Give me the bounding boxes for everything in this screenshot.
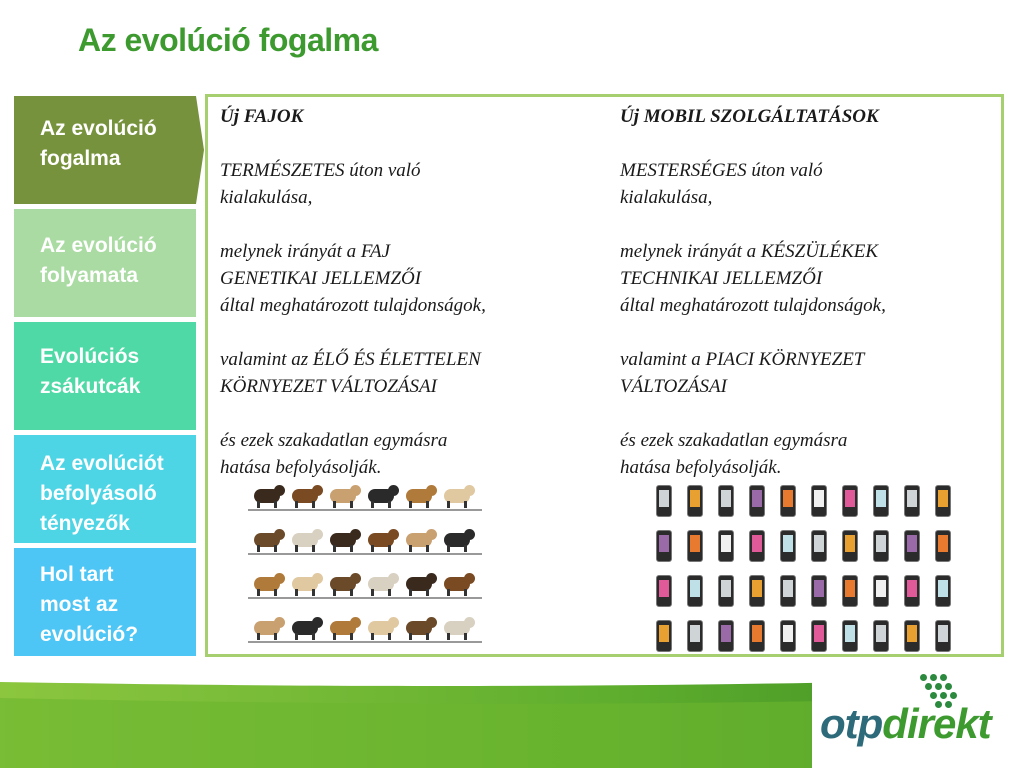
- left-heading: Új FAJOK: [220, 106, 304, 127]
- left-text-line: kialakulása,: [220, 187, 313, 208]
- dog-illustration: [286, 571, 326, 603]
- dog-illustration: [324, 527, 364, 559]
- dog-illustration: [362, 615, 402, 647]
- phone-icon: [811, 485, 827, 517]
- left-text-line: TERMÉSZETES úton való: [220, 160, 421, 181]
- right-text-line: valamint a PIACI KÖRNYEZET: [620, 349, 865, 370]
- left-column: [220, 103, 610, 508]
- otpdirekt-logo: [812, 670, 1024, 768]
- phone-icon: [718, 485, 734, 517]
- phone-icon: [842, 575, 858, 607]
- dog-illustration: [248, 615, 288, 647]
- nav-item-label: befolyásoló: [40, 482, 157, 505]
- phone-icon: [718, 575, 734, 607]
- phone-icon: [811, 620, 827, 652]
- phone-icon: [873, 575, 889, 607]
- nav-item-label: most az: [40, 593, 119, 616]
- phone-icon: [873, 530, 889, 562]
- dog-illustration: [286, 483, 326, 515]
- left-text-line: hatása befolyásolják.: [220, 457, 382, 478]
- dog-illustration: [362, 527, 402, 559]
- phone-icon: [780, 485, 796, 517]
- dog-illustration: [324, 615, 364, 647]
- phone-icon: [811, 575, 827, 607]
- dog-illustration: [400, 527, 440, 559]
- dog-illustration: [362, 483, 402, 515]
- phone-icon: [749, 620, 765, 652]
- right-text-line: kialakulása,: [620, 187, 713, 208]
- phone-icon: [935, 485, 951, 517]
- left-text-line: melynek irányát a FAJ: [220, 241, 391, 262]
- nav-item-label: fogalma: [40, 147, 121, 170]
- right-text-line: melynek irányát a KÉSZÜLÉKEK: [620, 241, 879, 262]
- phone-icon: [656, 620, 672, 652]
- content-panel: [205, 94, 1004, 657]
- right-heading: Új MOBIL SZOLGÁLTATÁSOK: [620, 106, 879, 127]
- phone-icon: [935, 530, 951, 562]
- phone-icon: [904, 620, 920, 652]
- active-indicator: [196, 96, 204, 204]
- dog-illustration: [286, 615, 326, 647]
- phone-icon: [935, 620, 951, 652]
- dog-illustration: [324, 571, 364, 603]
- phone-icon: [718, 620, 734, 652]
- phone-icon: [904, 485, 920, 517]
- phone-icon: [687, 485, 703, 517]
- nav-item-label: Hol tart: [40, 563, 114, 586]
- dog-illustration: [400, 483, 440, 515]
- nav-item-label: folyamata: [40, 264, 139, 287]
- nav-item-hol-tart[interactable]: [14, 548, 196, 656]
- phone-icon: [873, 485, 889, 517]
- dog-illustration: [248, 483, 288, 515]
- dog-illustration: [438, 527, 478, 559]
- phone-icon: [780, 575, 796, 607]
- nav-item-zsakutcak[interactable]: [14, 322, 196, 430]
- left-text-line: KÖRNYEZET VÁLTOZÁSAI: [220, 376, 437, 397]
- dog-illustration: [438, 483, 478, 515]
- dog-illustration: [362, 571, 402, 603]
- dog-illustration: [438, 615, 478, 647]
- phone-icon: [935, 575, 951, 607]
- right-text-line: és ezek szakadatlan egymásra: [620, 430, 848, 451]
- right-text-line: TECHNIKAI JELLEMZŐI: [620, 268, 823, 289]
- dog-illustration: [400, 571, 440, 603]
- left-text-line: valamint az ÉLŐ ÉS ÉLETTELEN: [220, 349, 481, 370]
- phone-icon: [842, 485, 858, 517]
- right-column: [620, 103, 1000, 508]
- dog-illustration: [286, 527, 326, 559]
- right-text-line: hatása befolyásolják.: [620, 457, 782, 478]
- phone-icon: [749, 575, 765, 607]
- nav-item-label: tényezők: [40, 512, 130, 535]
- nav-item-tenyezok[interactable]: [14, 435, 196, 543]
- nav-item-label: Az evolúció: [40, 234, 157, 257]
- nav-item-label: Az evolúció: [40, 117, 157, 140]
- dog-illustration: [324, 483, 364, 515]
- mobile-phones-image: [648, 485, 968, 655]
- dog-breeds-image: [248, 479, 480, 659]
- dog-illustration: [248, 527, 288, 559]
- left-text-line: GENETIKAI JELLEMZŐI: [220, 268, 422, 289]
- phone-icon: [811, 530, 827, 562]
- nav-item-label: Az evolúciót: [40, 452, 164, 475]
- phone-icon: [656, 530, 672, 562]
- right-text-line: által meghatározott tulajdonságok,: [620, 295, 886, 316]
- phone-icon: [687, 530, 703, 562]
- dog-illustration: [438, 571, 478, 603]
- phone-icon: [780, 620, 796, 652]
- phone-icon: [873, 620, 889, 652]
- phone-icon: [749, 530, 765, 562]
- logo-text: otpdirekt: [820, 700, 991, 747]
- phone-icon: [904, 575, 920, 607]
- right-text-line: VÁLTOZÁSAI: [620, 376, 727, 397]
- dog-illustration: [400, 615, 440, 647]
- left-text-line: által meghatározott tulajdonságok,: [220, 295, 486, 316]
- nav-item-label: evolúció?: [40, 623, 139, 646]
- nav-item-label: Evolúciós: [40, 345, 140, 368]
- phone-icon: [687, 620, 703, 652]
- nav-item-evolucio-fogalma[interactable]: [14, 96, 196, 204]
- right-text-line: MESTERSÉGES úton való: [620, 160, 823, 181]
- left-text-line: és ezek szakadatlan egymásra: [220, 430, 448, 451]
- dog-illustration: [248, 571, 288, 603]
- page-title: Az evolúció fogalma: [78, 22, 378, 58]
- phone-icon: [656, 575, 672, 607]
- phone-icon: [718, 530, 734, 562]
- phone-icon: [749, 485, 765, 517]
- phone-icon: [842, 530, 858, 562]
- phone-icon: [780, 530, 796, 562]
- phone-icon: [842, 620, 858, 652]
- phone-icon: [656, 485, 672, 517]
- nav-item-label: zsákutcák: [40, 375, 141, 398]
- nav-item-evolucio-folyamata[interactable]: [14, 209, 196, 317]
- phone-icon: [904, 530, 920, 562]
- phone-icon: [687, 575, 703, 607]
